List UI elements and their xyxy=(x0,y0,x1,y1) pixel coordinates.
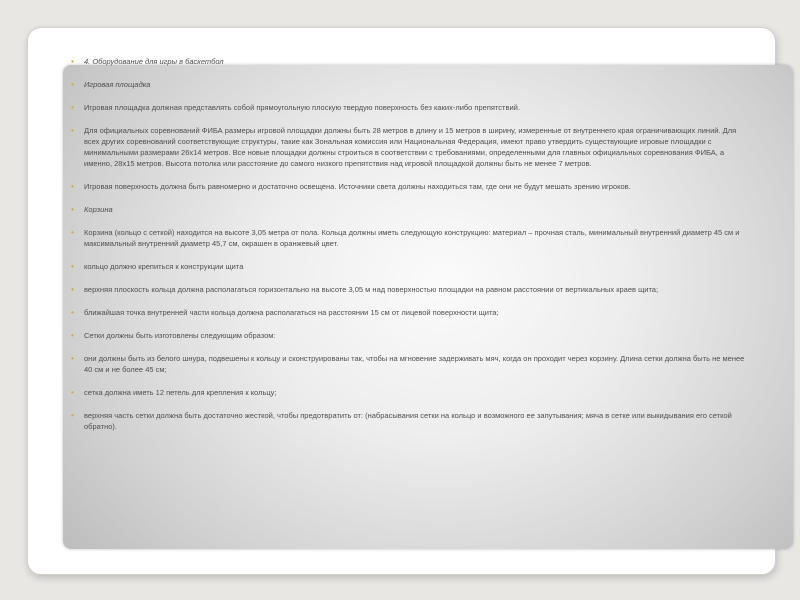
list-item xyxy=(71,387,750,398)
list-item xyxy=(71,227,750,249)
paragraph-text: Игровая площадка должная представлять собой прямоугольную плоскую твердую поверхность без каких-либо препятствий. xyxy=(84,103,520,112)
list-item xyxy=(71,204,750,215)
list-item xyxy=(71,307,750,318)
list-item xyxy=(71,284,750,295)
paragraph-text: Игровая поверхность должна быть равномерно и достаточно освещена. Источники света должны находиться там, где они не будут мешать зрению игроков. xyxy=(84,182,631,191)
bullet-icon: • xyxy=(71,103,74,112)
bullet-icon: • xyxy=(71,354,74,363)
bullet-icon: • xyxy=(71,411,74,420)
bullet-icon: • xyxy=(71,182,74,191)
bullet-icon: • xyxy=(71,126,74,135)
paragraph-text: верхняя часть сетки должна быть достаточно жесткой, чтобы предотвратить от: (набрасывания сетки на кольцо и возможного ее запутывания; мяча в сетке или выкидывания его сеткой обратно). xyxy=(84,411,732,431)
slide-content xyxy=(71,56,750,444)
bullet-icon: • xyxy=(71,80,74,89)
paragraph-text: Сетки должны быть изготовлены следующим образом: xyxy=(84,331,276,340)
list-item xyxy=(71,181,750,192)
list-item xyxy=(71,79,750,90)
paragraph-text: сетка должна иметь 12 петель для крепления к кольцу; xyxy=(84,388,277,397)
list-item xyxy=(71,102,750,113)
paragraph-text: они должны быть из белого шнура, подвешены к кольцу и сконструированы так, чтобы на мгновение задерживать мяч, когда он проходит через корзину. Длина сетки должна быть не менее 40 см и не более 45 см; xyxy=(84,354,745,374)
list-item xyxy=(71,261,750,272)
paragraph-text: Для официальных соревнований ФИБА размеры игровой площадки должны быть 28 метров в длину и 15 метров в ширину, измеренные от внутреннего края ограничивающих линий. Для всех других соревнований соответствующие структуры, такие как Зональная комиссия или Национальная Федерация, имеют право утвердить существующие игровые площадки с минимальными размерами 26х14 метров. Все новые площадки должны строиться в соответствии с требованиями, определенными для главных официальных соревнования ФИБА, а именно, 28х15 метров. Высота потолка или расстояние до самого низкого препятствия над игровой площадкой должны быть не менее 7 метров. xyxy=(84,126,737,168)
list-item xyxy=(71,56,750,67)
paragraph-text: Корзина (кольцо с сеткой) находится на высоте 3,05 метра от пола. Кольца должны иметь следующую конструкцию: материал – прочная сталь, минимальный внутренний диаметр 45 см и максимальный внутренний диаметр 45,7 см, окрашен в оранжевый цвет. xyxy=(84,228,740,248)
bullet-icon: • xyxy=(71,228,74,237)
bullet-icon: • xyxy=(71,388,74,397)
paragraph-text: кольцо должно крепиться к конструкции щита xyxy=(84,262,244,271)
list-item xyxy=(71,330,750,341)
paragraph-text: ближайшая точка внутренней части кольца должна располагаться на расстоянии 15 см от лицевой поверхности щита; xyxy=(84,308,499,317)
paragraph-text: верхняя плоскость кольца должна располагаться горизонтально на высоте 3,05 м над поверхностью площадки на равном расстоянии от вертикальных краев щита; xyxy=(84,285,659,294)
section-heading: 4. Оборудование для игры в баскетбол xyxy=(84,57,224,66)
list-item xyxy=(71,353,750,375)
bullet-icon: • xyxy=(71,331,74,340)
subsection-heading: Игровая площадка xyxy=(84,80,151,89)
bullet-icon: • xyxy=(71,308,74,317)
subsection-heading: Корзина xyxy=(84,205,113,214)
bullet-icon: • xyxy=(71,285,74,294)
bullet-icon: • xyxy=(71,262,74,271)
list-item xyxy=(71,410,750,432)
bullet-icon: • xyxy=(71,57,74,66)
list-item xyxy=(71,125,750,169)
bullet-icon: • xyxy=(71,205,74,214)
